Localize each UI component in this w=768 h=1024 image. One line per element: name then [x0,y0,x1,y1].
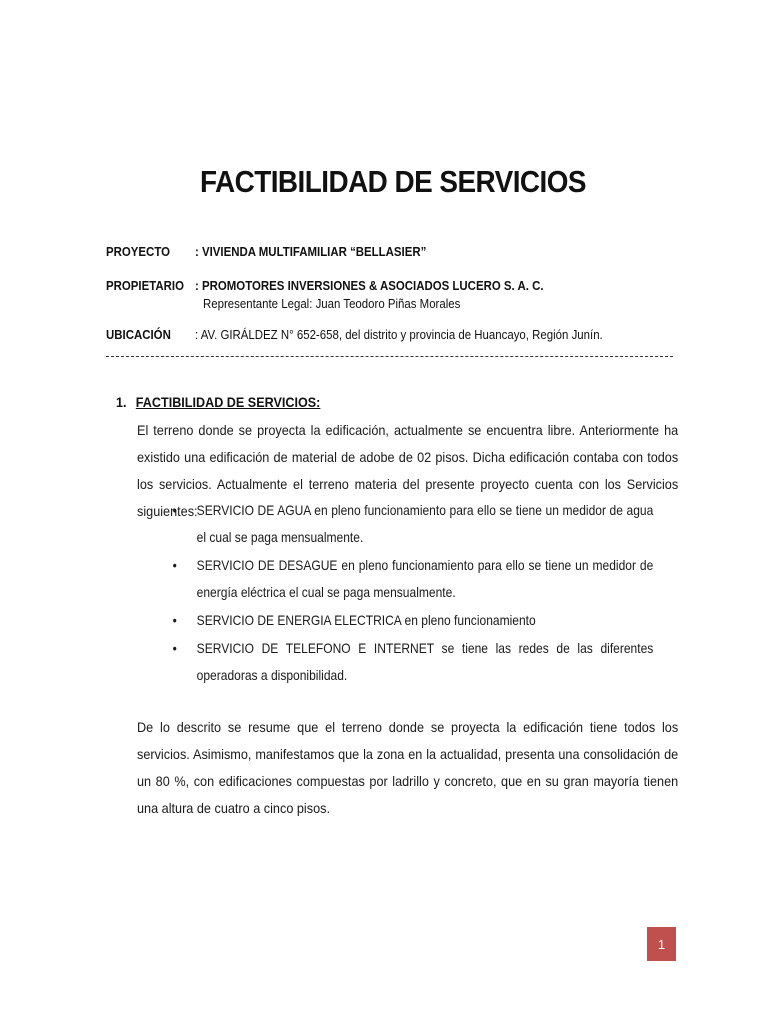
location-label: UBICACIÓN [106,327,171,342]
legal-representative: Representante Legal: Juan Teodoro Piñas Morales [203,296,461,311]
intro-paragraph: El terreno donde se proyecta la edificación, actualmente se encuentra libre. Anteriormente ha existido una edificación de material de adobe de 02 pisos. Dicha edificación contaba con todos los servicios. Actualmente el terreno materia del presente proyecto cuenta con los Servicios siguientes: [137,422,679,519]
list-item: • SERVICIO DE TELEFONO E INTERNET se tiene las redes de las diferentes operadoras a disponibilidad. [170,635,653,689]
services-list [170,497,653,690]
section-number: 1. [116,394,127,410]
list-item: • SERVICIO DE ENERGIA ELECTRICA en pleno funcionamiento [170,607,653,634]
project-value: : VIVIENDA MULTIFAMILIAR “BELLASIER” [195,244,427,259]
owner-label: PROPIETARIO [106,278,184,293]
page-number-badge: 1 [647,927,676,961]
owner-value: : PROMOTORES INVERSIONES & ASOCIADOS LUCERO S. A. C. [195,278,544,293]
header-divider [106,356,673,357]
list-item: • SERVICIO DE DESAGUE en pleno funcionamiento para ello se tiene un medidor de energía eléctrica el cual se paga mensualmente. [170,552,653,606]
document-title: FACTIBILIDAD DE SERVICIOS [200,164,586,199]
project-label: PROYECTO [106,244,170,259]
conclusion-paragraph: De lo descrito se resume que el terreno donde se proyecta la edificación tiene todos los servicios. Asimismo, manifestamos que la zona en la actualidad, presenta una consolidación de un 80 %, con edificaciones compuestas por ladrillo y concreto, que en su gran mayoría tienen una altura de cuatro a cinco pisos. [137,719,679,816]
section-heading-text: FACTIBILIDAD DE SERVICIOS: [135,394,321,410]
location-value: : AV. GIRÁLDEZ N° 652-658, del distrito y provincia de Huancayo, Región Junín. [195,327,603,342]
list-item: • SERVICIO DE AGUA en pleno funcionamiento para ello se tiene un medidor de agua el cual se paga mensualmente. [170,497,653,551]
section-heading [116,394,320,410]
